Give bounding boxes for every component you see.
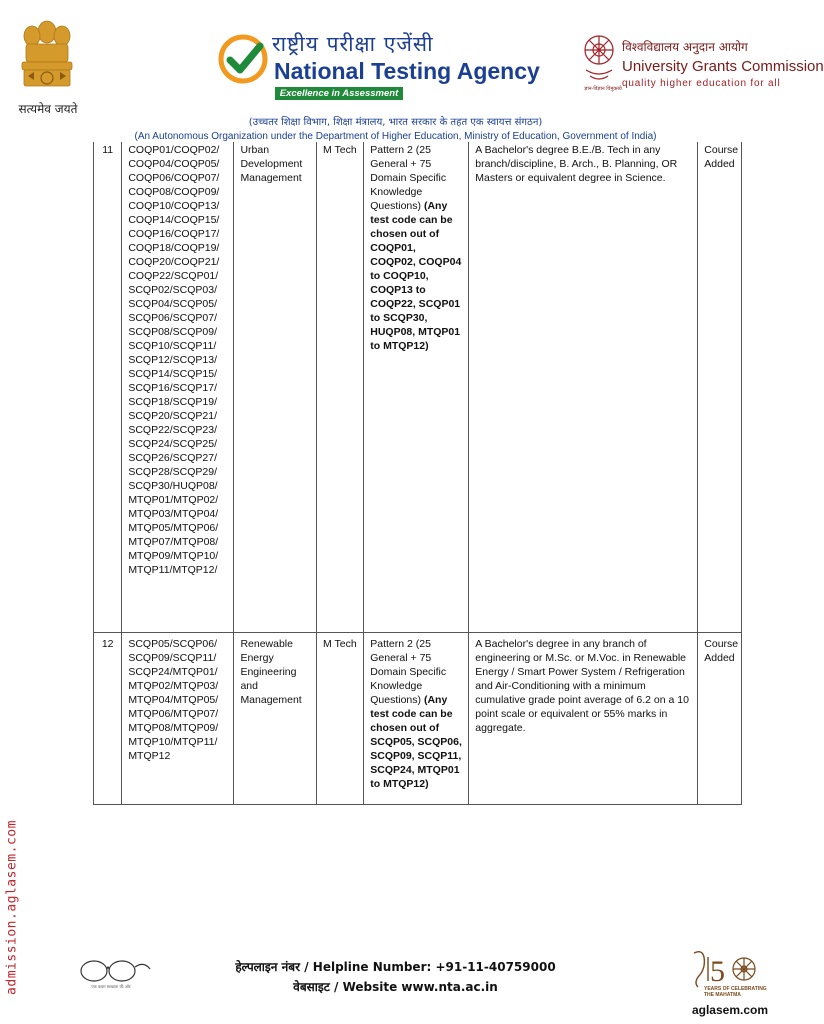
remarks-cell: Course Added	[698, 142, 742, 633]
pattern-note: (Any test code can be chosen out of COQP01, COQP02, COQP04 to COQP10, COQP13 to COQP22, SCQP01 to SCQP30, HUQP08, MTQP01 to MTQP12)	[370, 200, 462, 352]
pattern-cell	[364, 633, 469, 805]
table-row	[94, 142, 742, 633]
website-link[interactable]: वेबसाइट / Website www.nta.ac.in	[293, 980, 498, 994]
nta-hindi-title: राष्ट्रीय परीक्षा एजेंसी	[272, 32, 434, 56]
nta-check-logo-icon	[218, 34, 268, 84]
table-row	[94, 633, 742, 805]
programme-cell: Urban Development Management	[234, 142, 317, 633]
gandhi-150-caption: YEARS OF CELEBRATING THE MAHATMA	[704, 986, 767, 998]
ugc-english-title: University Grants Commission	[622, 58, 824, 75]
subtitle-hindi: (उच्चतर शिक्षा विभाग, शिक्षा मंत्रालय, भारत सरकार के तहत एक स्वायत्त संगठन)	[248, 117, 543, 128]
pattern-cell	[364, 142, 469, 633]
serial-number-cell: 12	[94, 633, 122, 805]
aglasem-watermark: aglasem.com	[691, 1003, 769, 1017]
ugc-logo-caption: ज्ञान-विज्ञान विमुक्तये	[584, 86, 622, 92]
nta-tagline: Excellence in Assessment	[275, 87, 403, 100]
emblem-motto: सत्यमेव जयते	[18, 102, 78, 116]
pattern-text: Pattern 2 (25 General + 75 Domain Specific Knowledge Questions)	[370, 144, 447, 212]
side-watermark-url: admission.aglasem.com	[4, 820, 20, 995]
ugc-hindi-title: विश्वविद्यालय अनुदान आयोग	[622, 40, 748, 54]
swachh-caption: एक कदम स्वच्छता की ओर	[91, 984, 131, 989]
nta-english-title: National Testing Agency	[274, 58, 540, 84]
ugc-tagline: quality higher education for all	[622, 78, 781, 89]
course-table	[93, 142, 742, 805]
programme-cell: Renewable Energy Engineering and Management	[234, 633, 317, 805]
degree-cell: M Tech	[317, 633, 364, 805]
subtitle-english: (An Autonomous Organization under the Department of Higher Education, Ministry of Education, Government of India)	[134, 131, 657, 142]
national-emblem-icon	[14, 10, 80, 94]
ugc-logo-icon	[580, 30, 618, 84]
test-codes-cell: SCQP05/SCQP06/ SCQP09/SCQP11/ SCQP24/MTQP01/ MTQP02/MTQP03/ MTQP04/MTQP05/ MTQP06/MTQP07/ MTQP08/MTQP09/ MTQP10/MTQP11/ MTQP12	[122, 633, 234, 805]
svg-text:5: 5	[710, 955, 725, 988]
test-codes-cell: COQP01/COQP02/ COQP04/COQP05/ COQP06/COQP07/ COQP08/COQP09/ COQP10/COQP13/ COQP14/COQP15/ COQP16/COQP17/ COQP18/COQP19/ COQP20/COQP21/ COQP22/SCQP01/ SCQP02/SCQP03/ SCQP04/SCQP05/ SCQP06/SCQP07/ SCQP08/SCQP09/ SCQP10/SCQP11/ SCQP12/SCQP13/ SCQP14/SCQP15/ SCQP16/SCQP17/ SCQP18/SCQP19/ SCQP20/SCQP21/ SCQP22/SCQP23/ SCQP24/SCQP25/ SCQP26/SCQP27/ SCQP28/SCQP29/ SCQP30/HUQP08/ MTQP01/MTQP02/ MTQP03/MTQP04/ MTQP05/MTQP06/ MTQP07/MTQP08/ MTQP09/MTQP10/ MTQP11/MTQP12/	[122, 142, 234, 633]
eligibility-cell: A Bachelor's degree B.E./B. Tech in any branch/discipline, B. Arch., B. Planning, OR Masters or equivalent degree in Science.	[469, 142, 698, 633]
serial-number-cell: 11	[94, 142, 122, 633]
pattern-text: Pattern 2 (25 General + 75 Domain Specific Knowledge Questions)	[370, 638, 447, 706]
pattern-note: (Any test code can be chosen out of SCQP05, SCQP06, SCQP09, SCQP11, SCQP24, MTQP01 to MTQP12)	[370, 694, 462, 790]
degree-cell: M Tech	[317, 142, 364, 633]
eligibility-cell: A Bachelor's degree in any branch of engineering or M.Sc. or M.Voc. in Renewable Energy / Smart Power System / Refrigeration and Air-Conditioning with a minimum cumulative grade point average of 6.2 on a 10 point scale or equivalent or 55% marks in aggregate.	[469, 633, 698, 805]
remarks-cell: Course Added	[698, 633, 742, 805]
helpline-number: हेल्पलाइन नंबर / Helpline Number: +91-11-40759000	[235, 960, 556, 974]
